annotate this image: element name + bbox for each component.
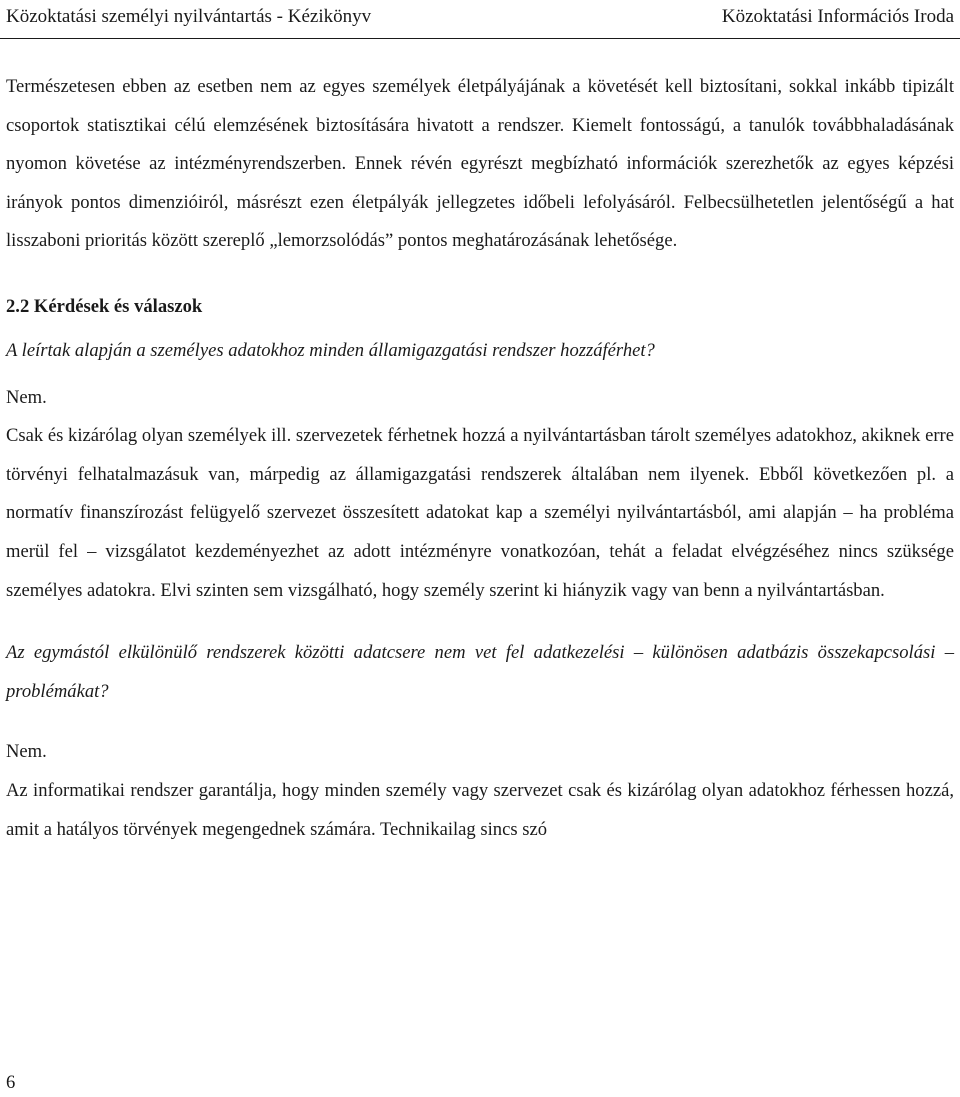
short-answer-1: Nem. [6,386,47,408]
question-1: A leírtak alapján a személyes adatokhoz minden államigazgatási rendszer hozzáférhet? [6,339,655,361]
section-heading: 2.2 Kérdések és válaszok [6,295,203,317]
document-body [6,68,954,849]
page-number: 6 [6,1072,16,1093]
answer-1: Csak és kizárólag olyan személyek ill. szervezetek férhetnek hozzá a nyilvántartásban tárolt személyes adatokhoz, akiknek erre törvényi felhatalmazásuk van, márpedig az államigazgatási rendszerek általában nem ilyenek. Ebből következően pl. a normatív finanszírozást felügyelő szervezet összesített adatokat kap a személyi nyilvántartásból, ami alapján – ha probléma merül fel – vizsgálatot kezdeményezhet az adott intézményre vonatkozóan, tehát a feladat elvégzéséhez nincs szüksége személyes adatokra. Elvi szinten sem vizsgálható, hogy személy szerint ki hiányzik vagy van benn a nyilvántartásban. [6,425,954,601]
answer-2: Az informatikai rendszer garantálja, hogy minden személy vagy szervezet csak és kizárólag olyan adatokhoz férhessen hozzá, amit a hatályos törvények megengednek számára. Technikailag sincs szó [6,779,954,840]
header-divider [0,38,960,39]
short-answer-2: Nem. [6,741,47,763]
page-header [6,4,954,30]
question-2: Az egymástól elkülönülő rendszerek közötti adatcsere nem vet fel adatkezelési – különösen adatbázis összekapcsolási – problémákat? [6,642,954,702]
intro-paragraph: Természetesen ebben az esetben nem az egyes személyek életpályájának a követését kell biztosítani, sokkal inkább tipizált csoportok statisztikai célú elemzésének biztosítására hivatott a rendszer. Kiemelt fontosságú, a tanulók továbbhaladásának nyomon követése az intézményrendszerben. Ennek révén egyrészt megbízható információk szerezhetők az egyes képzési irányok pontos dimenzióiról, másrészt ezen életpályák jellegzetes időbeli lefolyásáról. Felbecsülhetetlen jelentőségű a hat lisszaboni prioritás között szereplő „lemorzsolódás” pontos meghatározásának lehetősége. [6,76,954,252]
header-title-left: Közoktatási személyi nyilvántartás - Kézikönyv [6,6,372,27]
header-title-right: Közoktatási Információs Iroda [721,6,954,27]
